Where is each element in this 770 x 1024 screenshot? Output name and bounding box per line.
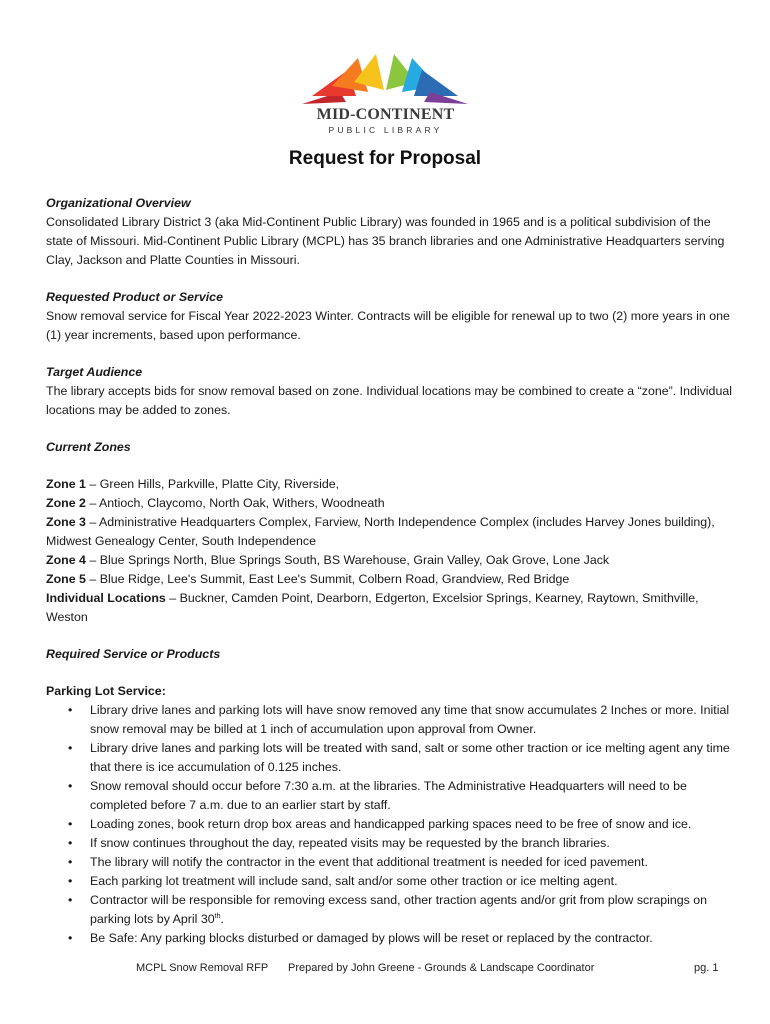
zone-item [46, 551, 736, 570]
zone-item [46, 513, 736, 551]
zone-label: Zone 5 [46, 572, 86, 586]
list-item: • Library drive lanes and parking lots will be treated with sand, salt or some other traction or ice melting agent any time that there is ice accumulation of 0.125 inches. [90, 739, 736, 777]
document-body [46, 194, 736, 948]
list-item: • Be Safe: Any parking blocks disturbed or damaged by plows will be reset or replaced by the contractor. [90, 929, 736, 948]
zone-label: Zone 2 [46, 496, 86, 510]
logo-subtitle: PUBLIC LIBRARY [328, 125, 443, 135]
zone-text: – Blue Ridge, Lee's Summit, East Lee's Summit, Colbern Road, Grandview, Red Bridge [85, 572, 570, 586]
logo-name: MID-CONTINENT [316, 106, 455, 123]
section-heading-required: Required Service or Products [46, 647, 221, 661]
zone-text: – Green Hills, Parkville, Platte City, Riverside, [85, 477, 340, 491]
list-item [90, 891, 736, 929]
footer-doc-name: MCPL Snow Removal RFP [136, 962, 269, 974]
zone-item [46, 570, 736, 589]
list-item: • Loading zones, book return drop box areas and handicapped parking spaces need to be free of snow and ice. [90, 815, 736, 834]
zone-item [46, 494, 736, 513]
zone-item [46, 589, 736, 627]
footer-prepared-by: Prepared by John Greene - Grounds & Landscape Coordinator [288, 962, 595, 974]
zone-label: Individual Locations [46, 591, 166, 605]
list-item: • The library will notify the contractor in the event that additional treatment is needed for iced pavement. [90, 853, 736, 872]
section-heading-audience: Target Audience [46, 365, 143, 379]
library-logo [298, 52, 473, 136]
document-title: Request for Proposal [288, 148, 482, 169]
list-item: • Library drive lanes and parking lots will have snow removed any time that snow accumulates 2 Inches or more. Initial snow removal may be billed at 1 inch of accumulation upon approval from Owner. [90, 701, 736, 739]
zone-item [46, 475, 736, 494]
zone-text: – Blue Springs North, Blue Springs South, BS Warehouse, Grain Valley, Oak Grove, Lone Jack [85, 553, 610, 567]
open-book-logo-icon [298, 52, 473, 108]
zone-text: – Antioch, Claycomo, North Oak, Withers, Woodneath [85, 496, 385, 510]
section-heading-zones: Current Zones [46, 440, 131, 454]
requirements-list [46, 701, 736, 948]
zone-label: Zone 1 [46, 477, 86, 491]
page-footer [0, 962, 770, 978]
parking-lot-subheading: Parking Lot Service: [46, 684, 166, 698]
ordinal-suffix: th [214, 912, 221, 920]
zone-text: – Buckner, Camden Point, Dearborn, Edgerton, Excelsior Springs, Kearney, Raytown, Smithville, Weston [46, 591, 699, 624]
list-item: • Each parking lot treatment will include sand, salt and/or some other traction or ice melting agent. [90, 872, 736, 891]
overview-text: Consolidated Library District 3 (aka Mid-Continent Public Library) was founded in 1965 and is a political subdivision of the state of Missouri. Mid-Continent Public Library (MCPL) has 35 branch libraries and one Administrative Headquarters serving Clay, Jackson and Platte Counties in Missouri. [46, 215, 725, 267]
list-item-text: Contractor will be responsible for removing excess sand, other traction agents and/or grit from plow scrapings on parking lots by April 30 [90, 893, 708, 926]
zone-label: Zone 3 [46, 515, 86, 529]
section-heading-requested: Requested Product or Service [46, 290, 223, 304]
list-item: • If snow continues throughout the day, repeated visits may be requested by the branch libraries. [90, 834, 736, 853]
zone-label: Zone 4 [46, 553, 86, 567]
footer-page-number: pg. 1 [694, 962, 719, 974]
list-item-end: . [220, 912, 224, 926]
list-item: • Snow removal should occur before 7:30 a.m. at the libraries. The Administrative Headquarters will need to be completed before 7 a.m. due to an earlier start by staff. [90, 777, 736, 815]
audience-text: The library accepts bids for snow removal based on zone. Individual locations may be combined to create a “zone”. Individual locations may be added to zones. [46, 384, 732, 417]
requested-text: Snow removal service for Fiscal Year 2022-2023 Winter. Contracts will be eligible for renewal up to two (2) more years in one (1) year increments, based upon performance. [46, 309, 730, 342]
zone-text: – Administrative Headquarters Complex, Farview, North Independence Complex (includes Harvey Jones building), Midwest Genealogy Center, South Independence [46, 515, 715, 548]
section-heading-overview: Organizational Overview [46, 196, 191, 210]
